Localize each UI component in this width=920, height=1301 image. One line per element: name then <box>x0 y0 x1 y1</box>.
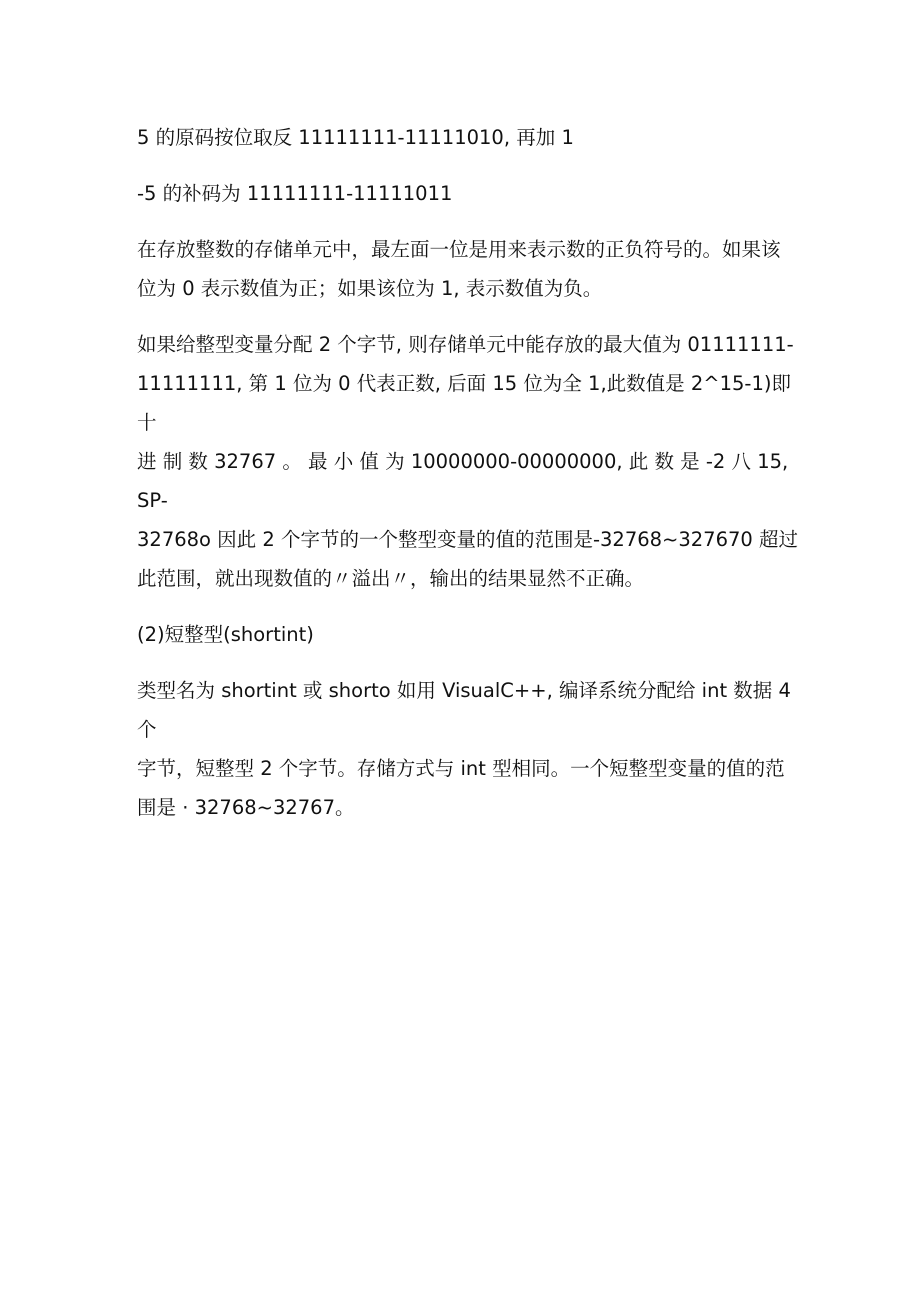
text-line: 如果给整型变量分配 2 个字节, 则存储单元中能存放的最大值为 01111111- <box>137 333 794 356</box>
paragraph-gap <box>137 654 799 671</box>
paragraph-gap <box>137 213 799 230</box>
paragraph-ones-complement <box>137 118 799 157</box>
text-line: 32768o 因此 2 个字节的一个整型变量的值的范围是-32768~327670 超过 <box>137 528 799 551</box>
section-heading-short-int <box>137 615 799 654</box>
text-line: 围是 · 32768~32767。 <box>137 796 355 819</box>
paragraph-gap <box>137 598 799 615</box>
text-line: 进 制 数 32767 。 最 小 值 为 10000000-00000000, 此 数 是 -2 八 15,SP- <box>137 450 789 512</box>
paragraph-short-int-desc <box>137 671 799 827</box>
paragraph-twos-complement <box>137 174 799 213</box>
text-line: 字节，短整型 2 个字节。存储方式与 int 型相同。一个短整型变量的值的范 <box>137 757 785 780</box>
paragraph-gap <box>137 157 799 174</box>
text-line: (2)短整型(shortint) <box>137 623 314 646</box>
text-line: -5 的补码为 11111111-11111011 <box>137 182 453 205</box>
text-line: 5 的原码按位取反 11111111-11111010, 再加 1 <box>137 126 574 149</box>
text-line: 位为 0 表示数值为正；如果该位为 1, 表示数值为负。 <box>137 277 603 300</box>
paragraph-sign-bit <box>137 230 799 308</box>
text-line: 11111111, 第 1 位为 0 代表正数, 后面 15 位为全 1,此数值是 2^15-1)即十 <box>137 372 791 434</box>
text-line: 此范围，就出现数值的〃溢出〃，输出的结果显然不正确。 <box>137 567 645 590</box>
paragraph-gap <box>137 308 799 325</box>
paragraph-int-range <box>137 325 799 598</box>
text-line: 在存放整数的存储单元中，最左面一位是用来表示数的正负符号的。如果该 <box>137 238 781 261</box>
text-line: 类型名为 shortint 或 shorto 如用 VisualC++, 编译系统分配给 int 数据 4 个 <box>137 679 791 741</box>
document-body <box>137 118 799 827</box>
